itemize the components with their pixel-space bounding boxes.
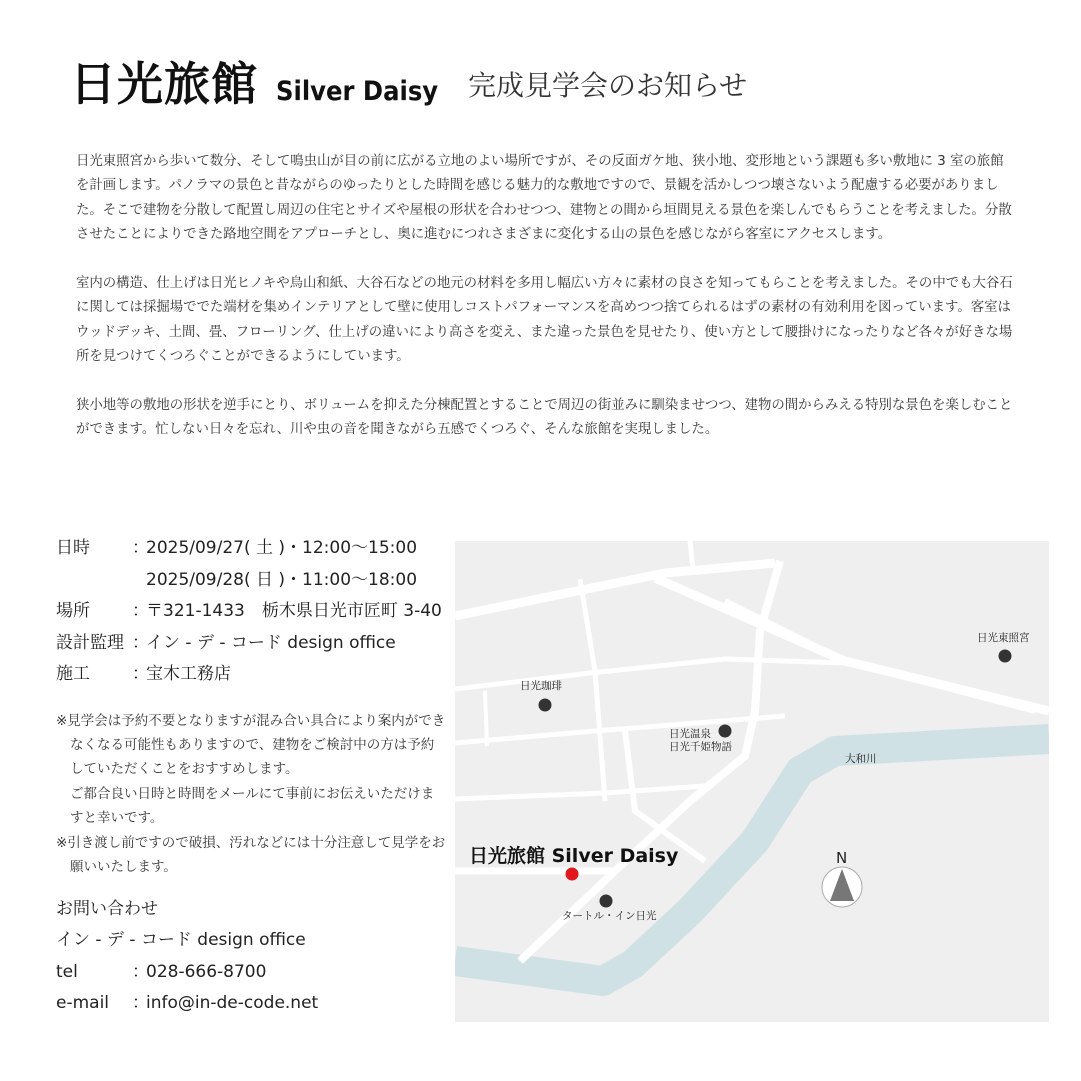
page-subtitle: 完成見学会のお知らせ xyxy=(468,69,748,102)
map-drawing xyxy=(455,541,1049,1022)
onsen-marker xyxy=(719,725,732,738)
north-label: N xyxy=(836,849,848,867)
page-title xyxy=(70,48,456,114)
note-reservation: ※見学会は予約不要となりますが混み合い具合により案内ができなくなる可能性もありますので、建物をご検討中の方は予約していただくことをおすすめします。 xyxy=(56,712,446,778)
intro-paragraph-1: 日光東照宮から歩いて数分、そして鳴虫山が目の前に広がる立地のよい場所ですが、その反面ガケ地、狭小地、変形地という課題も多い敷地に 3 室の旅館を計画します。パノラマの景色と昔ながらのゆったりとした時間を感じる魅力的な敷地ですので、景観を活かしつつ壊さないよう配慮する必要がありました。そこで建物を分散して配置し周辺の住宅とサイズや屋根の形状を合わせつつ、建物との間から垣間見える景色を楽しんでもらうことを考えました。分散させたことによりできた路地空間をアプローチとし、奥に進むにつれさまざまに変化する山の景色を感じながら客室にアクセスします。 xyxy=(76,154,1012,243)
colon: ： xyxy=(132,993,149,1014)
place-label: 場所 xyxy=(56,601,90,621)
intro-text xyxy=(76,150,1016,467)
label-turtle: タートル・イン日光 xyxy=(562,910,657,922)
builder-row xyxy=(56,659,446,691)
place-row xyxy=(56,596,446,628)
date-value-2: 2025/09/28( 日 )・11:00〜18:00 xyxy=(146,569,418,590)
label-onsen-2: 日光千姫物語 xyxy=(669,741,732,753)
note-email: ご都合良い日時と時間をメールにて事前にお伝えいただけますと幸いです。 xyxy=(70,785,435,827)
date-row xyxy=(56,533,446,565)
contact xyxy=(56,893,446,1020)
access-map xyxy=(455,541,1049,1022)
colon: ： xyxy=(132,601,149,621)
notes xyxy=(56,709,446,880)
builder-value: 宝木工務店 xyxy=(146,664,231,684)
event-info xyxy=(56,533,446,1020)
toshogu-marker xyxy=(999,650,1012,663)
label-toshogu: 日光東照宮 xyxy=(977,632,1030,644)
coffee-marker xyxy=(539,699,552,712)
label-onsen-1: 日光温泉 xyxy=(669,728,711,740)
tel-row xyxy=(56,957,446,989)
builder-label: 施工 xyxy=(56,664,90,684)
colon: ： xyxy=(132,538,149,558)
label-coffee: 日光珈琲 xyxy=(520,680,562,692)
contact-name-row xyxy=(56,925,446,957)
date-label: 日時 xyxy=(56,538,90,558)
contact-heading: お問い合わせ xyxy=(56,899,158,920)
date-row-2 xyxy=(56,565,446,597)
design-value: イン - デ - コード design office xyxy=(146,632,396,653)
tel-value[interactable]: 028-666-8700 xyxy=(146,961,267,982)
tel-label: tel xyxy=(56,961,78,982)
title-english: Silver Daisy xyxy=(276,76,439,107)
intro-paragraph-2: 室内の構造、仕上げは日光ヒノキや烏山和紙、大谷石などの地元の材料を多用し幅広い方々に素材の良さを知ってもらことを考えました。その中でも大谷石に関しては採掘場ででた端材を集めインテリアとして壁に使用しコストパフォーマンスを高めつつ捨てられるはずの素材の有効利用を図っています。客室はウッドデッキ、土間、畳、フローリング、仕上げの違いにより高さを変え、また違った景色を見せたり、使い方として腰掛けになったりなど各々が好きな場所を見つけてくつろぐことができるようにしています。 xyxy=(76,276,1013,365)
hotel-marker xyxy=(566,868,579,881)
north-arrow-icon xyxy=(822,867,862,907)
design-row xyxy=(56,628,446,660)
colon: ： xyxy=(132,664,149,684)
email-link[interactable]: info@in-de-code.net xyxy=(146,993,319,1014)
note-caution: ※引き渡し前ですので破損、汚れなどには十分注意して見学をお願いいたします。 xyxy=(56,834,446,875)
intro-paragraph-3: 狭小地等の敷地の形状を逆手にとり、ボリュームを抑えた分棟配置とすることで周辺の街並みに馴染ませつつ、建物の間からみえる特別な景色を楽しむことができます。忙しない日々を忘れ、川や虫の音を聞きながら五感でくつろぐ、そんな旅館を実現しました。 xyxy=(76,398,1013,438)
colon: ： xyxy=(132,961,149,982)
turtle-marker xyxy=(600,895,613,908)
design-label: 設計監理 xyxy=(56,632,124,653)
contact-name: イン - デ - コード design office xyxy=(56,930,306,951)
email-label: e-mail xyxy=(56,993,110,1014)
place-value: 〒321-1433 栃木県日光市匠町 3-40 xyxy=(146,601,442,621)
date-value-1: 2025/09/27( 土 )・12:00〜15:00 xyxy=(146,538,418,558)
label-river: 大和川 xyxy=(845,753,877,765)
hotel-label: 日光旅館 Silver Daisy xyxy=(469,845,679,867)
title-japanese: 日光旅館 xyxy=(70,57,258,111)
colon: ： xyxy=(132,632,149,653)
email-row xyxy=(56,988,446,1020)
